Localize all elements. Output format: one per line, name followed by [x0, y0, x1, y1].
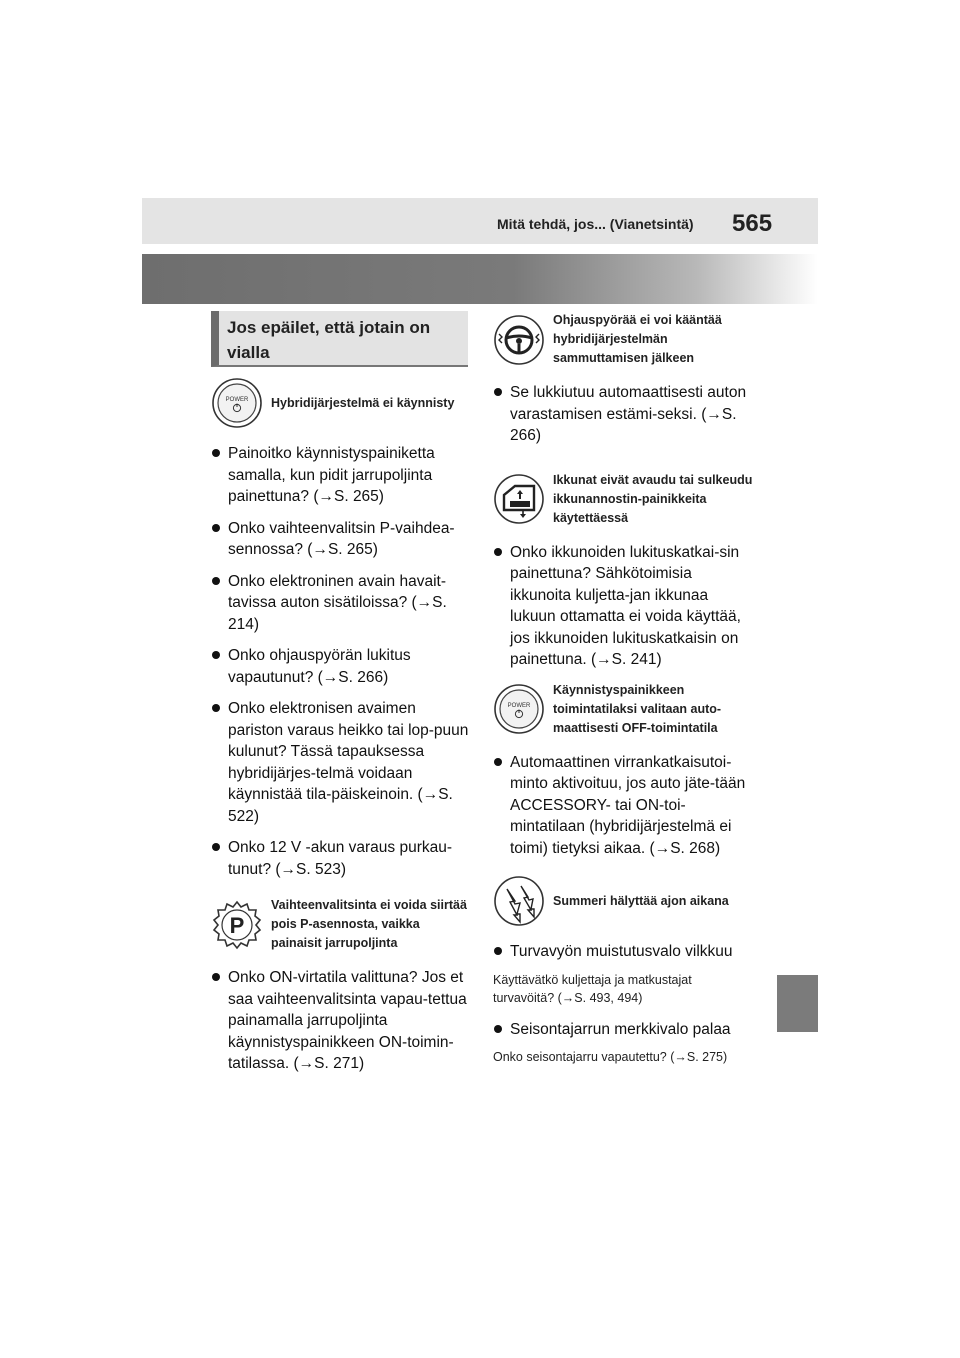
- list-item: Onko elektroninen avain havait-tavissa auton sisätiloissa? (→S. 214): [211, 571, 471, 636]
- list-item: Automaattinen virrankatkaisutoi-minto aktivoituu, jos auto jäte-tään ACCESSORY- tai ON-toi-mintatilaan (hybridijärjestelmä ei toimi) tietyksi aikaa. (→S. 268): [493, 752, 753, 860]
- list-item: Turvavyön muistutusvalo vilkkuu: [493, 941, 753, 963]
- svg-text:P: P: [229, 912, 245, 938]
- list-item: Onko ohjauspyörän lukitus vapautunut? (→S. 266): [211, 645, 471, 688]
- section-title: Jos epäilet, että jotain on vialla: [227, 318, 431, 362]
- list-item: Onko ikkunoiden lukituskatkai-sin painettuna? Sähkötoimisia ikkunoita kuljetta-jan ikkunaa lukuun ottamatta ei voida käyttää, jos ikkunoiden lukituskatkaisin on painettuna. (→S. 241): [493, 542, 753, 671]
- list-item: Onko elektronisen avaimen pariston varaus heikko tai lop-puun kulunut? Tässä tapauksessa hybridijärjes-telmä voidaan käynnistää tila-päiskeinoin. (→S. 522): [211, 698, 471, 827]
- list-item: Painoitko käynnistyspainiketta samalla, kun pidit jarrupoljinta painettuna? (→S. 265): [211, 443, 471, 508]
- chapter-tab: [777, 975, 818, 1032]
- window-switch-icon: [493, 473, 545, 525]
- topic-auto-off: [493, 681, 753, 738]
- power-button-icon: [493, 683, 545, 735]
- list-item: Onko ON-virtatila valittuna? Jos et saa vaihteenvalitsinta vapau-tettua painamalla jarrupoljinta käynnistyspainikkeen ON-toimin-tatilassa. (→S. 271): [211, 967, 471, 1075]
- header-title: Mitä tehdä, jos... (Vianetsintä): [497, 216, 694, 232]
- list-item: Seisontajarrun merkkivalo palaa: [493, 1019, 753, 1041]
- buzzer-warning-icon: [493, 875, 545, 927]
- svg-text:POWER: POWER: [507, 703, 531, 709]
- gear-p-icon: [211, 899, 263, 951]
- steering-wheel-icon: [493, 314, 545, 366]
- right-column: [493, 311, 753, 1078]
- topic-shift-lever: [211, 896, 471, 953]
- power-button-icon: [211, 377, 263, 429]
- list-item: Onko vaihteenvalitsin P-vaihdea-sennossa? (→S. 265): [211, 518, 471, 561]
- topic-label: Ohjauspyörää ei voi kääntää hybridijärjestelmän sammuttamisen jälkeen: [553, 313, 722, 365]
- note-text: Käyttävätkö kuljettaja ja matkustajat turvavöitä? (→S. 493, 494): [493, 972, 692, 1005]
- topic-label: Vaihteenvalitsinta ei voida siirtää pois P-asennosta, vaikka painaisit jarrupoljinta: [271, 898, 467, 950]
- page-number: 565: [732, 210, 773, 237]
- section-heading: [211, 311, 468, 367]
- topic-label: Hybridijärjestelmä ei käynnisty: [271, 395, 455, 410]
- topic-buzzer: [493, 875, 753, 927]
- topic-label: Käynnistyspainikkeen toimintatilaksi valitaan auto-maattisesti OFF-toimintatila: [553, 682, 722, 735]
- note-text: Onko seisontajarru vapautettu? (→S. 275): [493, 1050, 728, 1064]
- topic-label: Ikkunat eivät avaudu tai sulkeudu ikkunannostin-painikkeita käytettäessä: [553, 472, 753, 525]
- header-band: [142, 198, 818, 244]
- topic-no-start: [211, 377, 471, 429]
- svg-text:POWER: POWER: [225, 397, 249, 403]
- list-item: Onko 12 V -akun varaus purkau-tunut? (→S. 523): [211, 837, 471, 880]
- topic-label: Summeri hälyttää ajon aikana: [553, 893, 729, 908]
- chapter-band: [142, 254, 818, 304]
- topic-power-windows: [493, 471, 753, 528]
- left-column: [211, 377, 471, 1085]
- topic-steering-lock: [493, 311, 753, 368]
- list-item: Se lukkiutuu automaattisesti auton varastamisen estämi-seksi. (→S. 266): [493, 382, 753, 447]
